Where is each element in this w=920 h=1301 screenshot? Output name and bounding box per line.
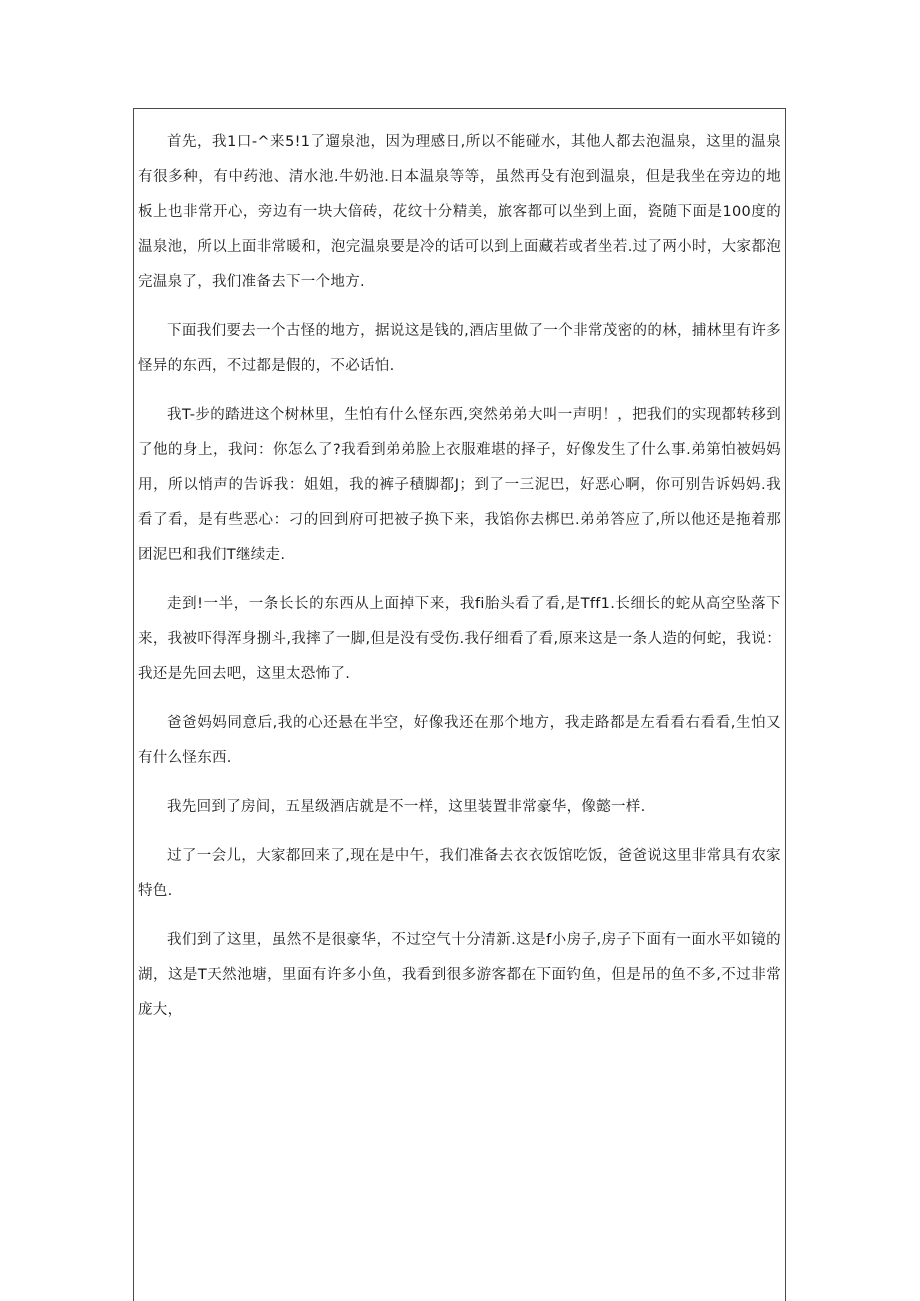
paragraph-parents-agree: 爸爸妈妈同意后,我的心还悬在半空，好像我还在那个地方，我走路都是左看看右看看,生怕又有什么怪东西.: [138, 715, 781, 766]
paragraph-lunch: 过了一会儿，大家都回来了,现在是中午，我们准备去衣衣饭馆吃饭，爸爸说这里非常具有农家特色.: [138, 848, 781, 899]
paragraph-strange-place: 下面我们要去一个古怪的地方，据说这是钱的,酒店里做了一个非常茂密的的林，捕林里有许多怪异的东西，不过都是假的，不必话怕.: [138, 323, 781, 374]
paragraph-hot-spring: 首先，我1口-^来5!1了遛泉池，因为理感日,所以不能碰水，其他人都去泡温泉，这里的温泉有很多种，有中药池、清水池.牛奶池.日本温泉等等，虽然再殳有泡到温泉，但是我坐在旁边的地板上也非常开心，旁边有一块大偣砖，花纹十分精美，旅客都可以坐到上面，瓷随下面是100度的温泉池，所以上面非常暖和，泡完温泉要是冷的话可以到上面藏若或者坐若.过了两小时，大家都泡完温泉了，我们准备去下一个地方.: [138, 134, 781, 290]
page-frame: [133, 108, 786, 1301]
paragraph-snake: 走到!一半，一条长长的东西从上面掉下来，我fi胎头看了看,是Tff1.长细长的蛇从高空坠落下来，我被吓得浑身捌斗,我摔了一脚,但是没有受伤.我仔细看了看,原来这是一条人造的何蛇，我说：我还是先回去吧，这里太恐怖了.: [138, 596, 781, 682]
document-body: [138, 125, 781, 1042]
paragraph-brother-mud: 我T-步的踏进这个树林里，生怕有什么怪东西,突然弟弟大叫一声明！，把我们的实现都转移到了他的身上，我问：你怎么了?我看到弟弟脸上衣服难堪的择子，好像发生了什么事.弟第怕被妈妈用，所以悄声的告诉我：姐姐，我的裤子積脚都J；到了一三泥巴，好恶心啊，你可别告诉妈妈.我看了看，是有些恶心：刁的回到府可把被子换下来，我馅你去梆巴.弟弟答应了,所以他还是拖着那团泥巴和我们T继续走.: [138, 407, 781, 563]
paragraph-pond: 我们到了这里，虽然不是很豪华，不过空气十分清新.这是f小房子,房子下面有一面水平如镜的湖，这是T天然池塘，里面有许多小鱼，我看到很多游客都在下面钓鱼，但是吊的鱼不多,不过非常庞大，: [138, 932, 781, 1018]
paragraph-hotel-room: 我先回到了房间，五星级酒店就是不一样，这里装置非常豪华，像懿一样.: [167, 799, 646, 815]
